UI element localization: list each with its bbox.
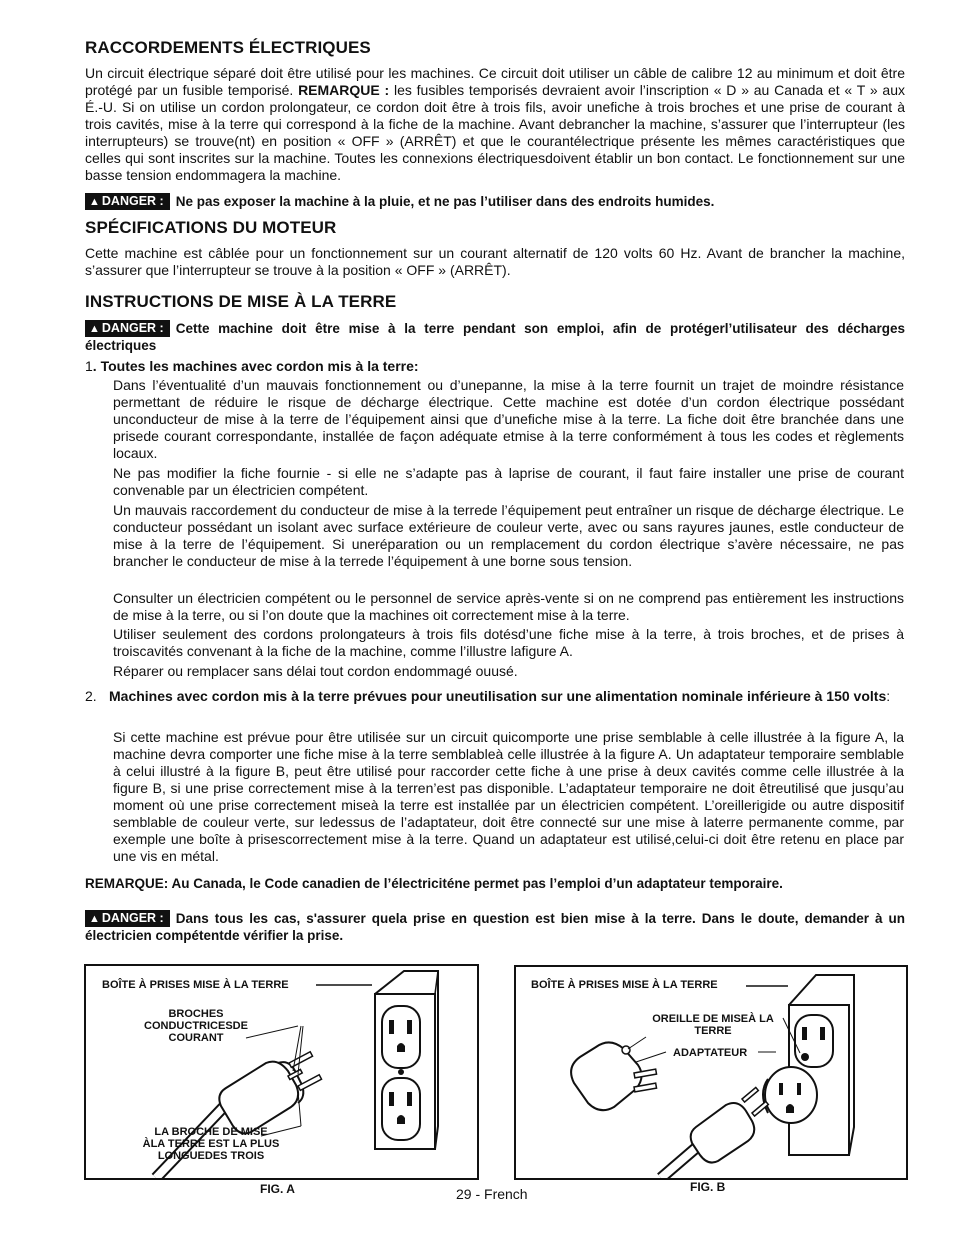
caption-fig-a: FIG. A	[260, 1182, 295, 1196]
figure-b	[514, 965, 908, 1180]
danger-rain-warning	[85, 193, 905, 210]
item-1-para-1: Dans l’éventualité d’un mauvais fonctionnement ou d’unepanne, la mise à la terre fournit un trajet de moindre résistance permettant de réduire le risque de décharge électrique. Cette machine est dotée d’un cordon électrique possédant unconducteur de mise à la terre de l’équipement ainsi que d’unefiche mise à la terre. La fiche doit être branchée dans une prisede courant correspondante, installée de façon adéquate etmise à la terre conformément à tous les codes et règlements locaux.	[113, 377, 904, 461]
label-grounded-box: BOÎTE À PRISES MISE À LA TERRE	[102, 979, 289, 991]
item-1-heading: 1. Toutes les machines avec cordon mis à la terre:	[85, 358, 419, 374]
adapter-face	[765, 1067, 817, 1123]
danger-text: Ne pas exposer la machine à la pluie, et ne pas l’utiliser dans des endroits humides.	[175, 194, 715, 209]
figure-a	[84, 964, 479, 1180]
caption-fig-b: FIG. B	[690, 1180, 726, 1194]
plug-body	[691, 1103, 755, 1163]
danger-badge	[85, 193, 170, 210]
label-adapter: ADAPTATEUR	[673, 1047, 748, 1059]
section-title-grounding: INSTRUCTIONS DE MISE À LA TERRE	[85, 292, 397, 311]
outlet-top	[382, 1006, 420, 1068]
outlet-bottom	[382, 1078, 420, 1140]
motor-specs-paragraph: Cette machine est câblée pour un fonctionnement sur un courant alternatif de 120 volts 60 Hz. Avant de brancher la machine, s’assurer que l’interrupteur se trouve à la position « OFF » (ARRÊT).	[85, 245, 905, 278]
danger-text: Cette machine doit être mise à la terre pendant son emploi, afin de protégerl’utilisateur des décharges électriques	[85, 321, 905, 353]
para-text: les fusibles temporisés devraient avoir l’inscription « D » au Canada et « T » aux É.-U. Si on utilise un cordon prolongateur, ce cordon doit être à trois fils, avoir unefiche à trois broches et une prise de courant à trois cavités, mise à la terre qui correspond à la fiche de la machine. Avant debrancher la machine, s’assurer que l’interrupteur (les interrupteurs) se trouve(nt) en position « OFF » (ARRÊT) et que le courantélectrique présente les mêmes caractéristiques que celles qui sont inscrites sur la machine. Toutes les connexions électriquesdoivent établir un bon contact. Le fonctionnement sur une basse tension endommagera la machine.	[85, 82, 905, 183]
item-2-heading: Machines avec cordon mis à la terre prévues pour uneutilisation sur une alimentation nominale inférieure à 150 volts:	[109, 688, 891, 704]
canada-note: REMARQUE: Au Canada, le Code canadien de l’électriciténe permet pas l’emploi d’un adaptateur temporaire.	[85, 876, 783, 891]
figure-b-illustration	[516, 967, 906, 1178]
item-title: Machines avec cordon mis à la terre prévues pour uneutilisation sur une alimentation nominale inférieure à 150 volts	[109, 688, 887, 704]
outlet-top	[795, 1015, 833, 1067]
item-1-para-3: Un mauvais raccordement du conducteur de mise à la terrede l’équipement peut entraîner un risque de décharge électrique. Le conducteur possédant un isolant avec surface extérieure de couleur verte, avec ou sans rayures jaunes, estle conducteur de mise à la terre de l’équipement. Si uneréparation ou un remplacement du cordon électrique s’avère nécessaire, ne pas brancher le conducteur de mise à la terrede l’équipement à une borne sous tension.	[113, 502, 904, 569]
warning-triangle-icon: ▲	[89, 196, 100, 208]
label-prongs: BROCHES CONDUCTRICESDE COURANT	[144, 1008, 248, 1044]
warning-triangle-icon: ▲	[89, 323, 100, 335]
item-2-paragraph: Si cette machine est prévue pour être utilisée sur un circuit quicomporte une prise semblable à celle illustrée à la figure A, la machine devra comporter une fiche mise à la terre semblableà celle illustrée à la figure A. Un adaptateur temporaire semblable à celui illustré à la figure B, peut être utilisé pour raccorder cette fiche à une prise à deux cavités comme celle illustrée à la figure B, si une prise correctement mise à la terren’est pas disponible. L’adaptateur temporaire ne doit êtreutilisé que jusqu’au moment où une prise correctement miseà la terre est installée par un électricien compétent. L’oreillerigide ou autre dispositif semblable de couleur verte, sur ledessus de l’adaptateur, doit être connecté sur une mise à laterre permanente comme, par exemple une boîte à prisescorrectement mise à la terre. Quand un adaptateur est utilisé,celui-ci doit être retenu en place par une vis en métal.	[113, 729, 904, 864]
danger-text: Dans tous les cas, s'assurer quela prise en question est bien mise à la terre. Dans le doute, demander à un électricien compétentde vérifier la prise.	[85, 911, 905, 943]
page-footer: 29 - French	[456, 1186, 528, 1202]
para-text: Un circuit électrique séparé doit être utilisé pour les machines. Ce circuit doit utiliser un câble de calibre 12 au minimum et doit être protégé par un fusible temporisé.	[85, 65, 905, 98]
item-1-para-2: Ne pas modifier la fiche fournie - si elle ne s’adapte pas à laprise de courant, il faut faire installer une prise de courant convenable par un électricien compétent.	[113, 465, 904, 498]
item-title: Toutes les machines avec cordon mis à la terre:	[100, 358, 419, 374]
item-1-para-4: Consulter un électricien compétent ou le personnel de service après-vente si on ne comprend pas entièrement les instructions de mise à la terre, ou si l’on doute que la machines oit correctement mise à la terre.	[113, 590, 904, 623]
warning-triangle-icon: ▲	[89, 913, 100, 925]
item-number: 1	[85, 358, 93, 374]
danger-badge	[85, 320, 170, 337]
danger-badge	[85, 910, 170, 927]
danger-verify-warning	[85, 910, 905, 944]
adapter	[571, 1042, 641, 1110]
section-title-electrical-connections: RACCORDEMENTS ÉLECTRIQUES	[85, 38, 371, 57]
item-2-number: 2.	[85, 688, 97, 704]
danger-grounding-warning	[85, 320, 905, 354]
danger-label: DANGER :	[101, 911, 164, 925]
danger-label: DANGER :	[101, 321, 164, 335]
note-label: REMARQUE :	[298, 82, 390, 98]
label-ground-ear: OREILLE DE MISEÀ LA TERRE	[652, 1013, 774, 1037]
plug-body	[219, 1062, 298, 1134]
electrical-connections-paragraph	[85, 65, 905, 184]
item-1-para-6: Réparer ou remplacer sans délai tout cordon endommagé ouusé.	[113, 663, 518, 679]
label-grounded-box: BOÎTE À PRISES MISE À LA TERRE	[531, 979, 718, 991]
item-1-para-5: Utiliser seulement des cordons prolongateurs à trois fils dotésd’une fiche mise à la terre, à trois broches, et de prises à troiscavités convenant à la fiche de la machine, comme l’illustre lafigure A.	[113, 626, 904, 659]
danger-label: DANGER :	[101, 194, 164, 208]
label-ground-pin: LA BROCHE DE MISE ÀLA TERRE EST LA PLUS LONGUEDES TROIS	[142, 1126, 280, 1162]
section-title-motor-specs: SPÉCIFICATIONS DU MOTEUR	[85, 218, 337, 237]
